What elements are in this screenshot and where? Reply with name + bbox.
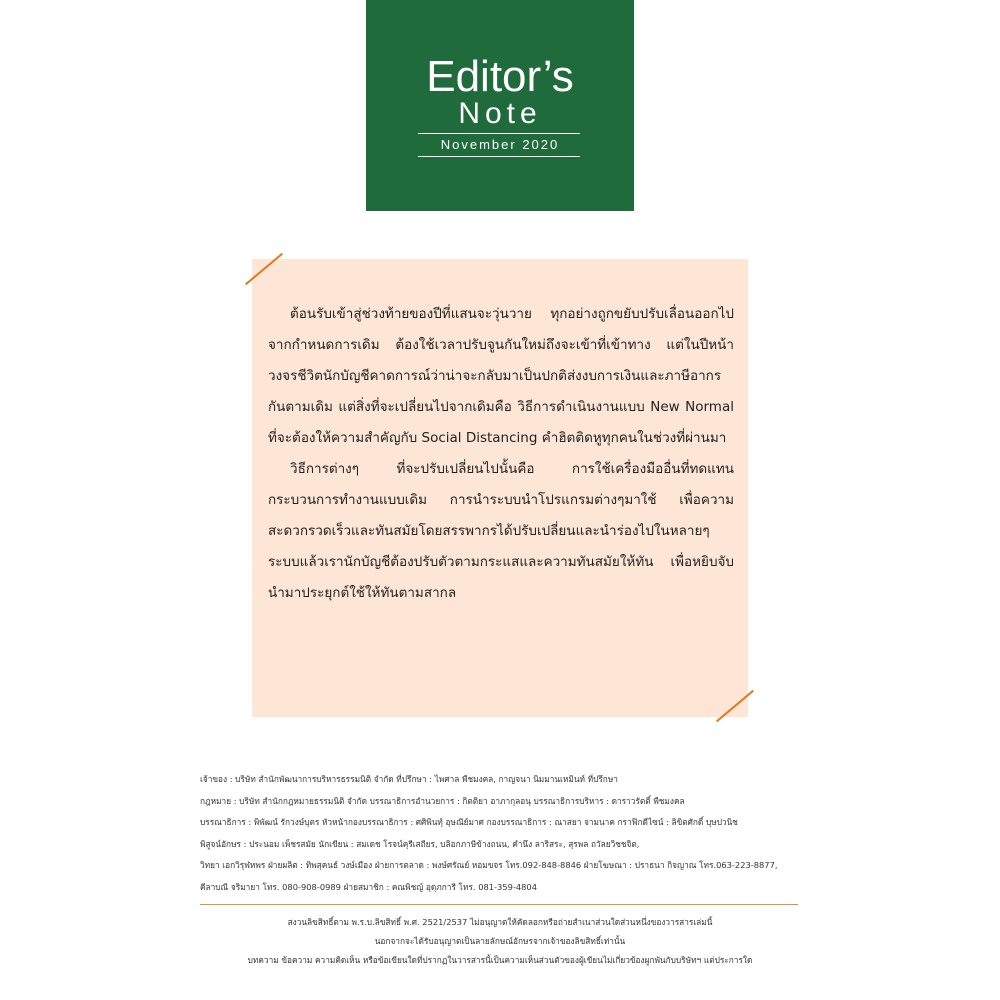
copyright-line-1: สงวนลิขสิทธิ์ตาม พ.ร.บ.ลิขสิทธิ์ พ.ศ. 2521/2537 ไม่อนุญาตให้คัดลอกหรือถ่ายสำเนาส่วนใดส่วนหนึ่งของวารสารเล่มนี้ (287, 917, 713, 927)
title-note: Note (458, 97, 542, 130)
disclaimer-line: บทความ ข้อความ ความคิดเห็น หรือข้อเขียนใดที่ปรากฏในวารสารนี้เป็นความเห็นส่วนตัวของผู้เขียนไม่เกี่ยวข้องผูกพันกับบริษัทฯ แต่ประการใด (247, 955, 753, 965)
title-rule-bottom (418, 156, 580, 157)
editorial-text (268, 299, 734, 609)
copyright-footer (200, 913, 800, 970)
footer-divider (200, 904, 798, 905)
credit-line-6: คีลาบณี จริมายา โทร. 080-908-0989 ฝ่ายสมาชิก : คณพิชญ์ อุดุภการี โทร. 081-359-4804 (200, 881, 537, 892)
editorial-paragraph-2: วิธีการต่างๆ ที่จะปรับเปลี่ยนไปนั้นคือ การใช้เครื่องมืออื่นที่ทดแทนกระบวนการทำงานแบบเดิม การนำระบบนำโปรแกรมต่างๆมาใช้ เพื่อความสะดวกรวดเร็วและทันสมัยโดยสรรพากรได้ปรับเปลี่ยนและนำร่องไปในหลายๆระบบแล้วเรานักบัญชีต้องปรับตัวตามกระแสและความทันสมัยให้ทัน เพื่อหยิบจับนำมาประยุกต์ใช้ให้ทันตามสากล (268, 461, 734, 601)
editorial-paragraph-1: ต้อนรับเข้าสู่ช่วงท้ายของปีที่แสนจะวุ่นวาย ทุกอย่างถูกขยับปรับเลื่อนออกไปจากกำหนดการเดิม ต้องใช้เวลาปรับจูนกันใหม่ถึงจะเข้าที่เข้าทาง แต่ในปีหน้าวงจรชีวิตนักบัญชีคาดการณ์ว่าน่าจะกลับมาเป็นปกติส่งงบการเงินและภาษีอากรกันตามเดิม แต่สิ่งที่จะเปลี่ยนไปจากเดิมคือ วิธีการดำเนินงานแบบ New Normal ที่จะต้องให้ความสำคัญกับ Social Distancing คำฮิตติดหูทุกคนในช่วงที่ผ่านมา (268, 306, 734, 446)
copyright-line-2: นอกจากจะได้รับอนุญาตเป็นลายลักษณ์อักษรจากเจ้าของลิขสิทธิ์เท่านั้น (374, 936, 626, 946)
issue-date: November 2020 (440, 137, 560, 152)
credit-line-1: เจ้าของ : บริษัท สำนักพัฒนาการบริหารธรรมนิติ จำกัด ที่ปรึกษา : ไพศาล พืชมงคล, กาญจนา นิมมานเหมินท์ ที่ปรึกษา (200, 774, 618, 784)
credit-line-4: พิสูจน์อักษร : ประนอม เพ็ชรสมัย นักเขียน : สมเดช โรจน์คุรีเสถียร, บลิอกภาษีข้างถนน, คำนึง ลาริสระ, สุรพล ถวัลยวิชชจิต, (200, 838, 640, 849)
credit-line-5: วิทยา เอกวิรุฬหพร ฝ่ายผลิต : ทิพสุคนธ์ วงษ์เมือง ฝ่ายการตลาด : พงษ์ศรัณย์ หอมขจร โทร.092-848-8846 ฝ่ายโฆษณา : ปราธนา กิจญาณ โทร.063-223-8877, (200, 860, 778, 870)
title-rule-top (418, 133, 580, 134)
credit-line-2: กฎหมาย : บริษัท สำนักกฎหมายธรรมนิติ จำกัด บรรณาธิการอำนวยการ : กิตติยา อาภากุลอนุ บรรณาธิการบริหาร : ดาราวรัตติ์ พืชมงคล (200, 795, 685, 806)
credit-line-3: บรรณาธิการ : พิพัฒน์ รักวงษ์บุตร หัวหน้ากองบรรณาธิการ : ศศิพินทุ์ อุษณีย์มาศ กองบรรณาธิการ : ณาสยา จามนาค กราฟิกดีไซน์ : ลิขิตศักดิ์ บุษปวนิช (200, 817, 738, 827)
title-editors: Editor’s (426, 52, 574, 101)
masthead-credits (200, 769, 800, 898)
editors-note-header (366, 0, 634, 211)
